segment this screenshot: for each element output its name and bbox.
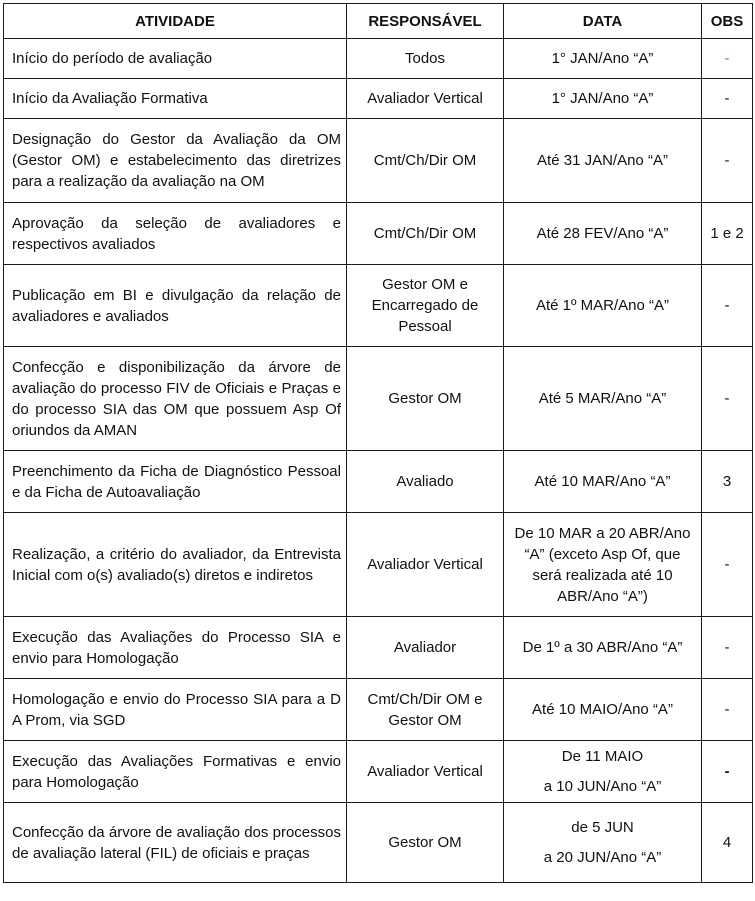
cell-data-line: a 20 JUN/Ano “A” xyxy=(543,849,662,866)
table-row xyxy=(4,451,753,513)
cell-data-line: 1° JAN/Ano “A” xyxy=(551,50,654,67)
cell-data xyxy=(504,203,702,265)
cell-obs: - xyxy=(702,617,753,679)
header-row xyxy=(4,4,753,39)
cell-responsavel: Avaliador Vertical xyxy=(347,79,504,119)
cell-responsavel: Cmt/Ch/Dir OM e Gestor OM xyxy=(347,679,504,741)
cell-data xyxy=(504,119,702,203)
table-row xyxy=(4,347,753,451)
cell-responsavel: Cmt/Ch/Dir OM xyxy=(347,119,504,203)
cell-atividade: Designação do Gestor da Avaliação da OM (Gestor OM) e estabelecimento das diretrizes para a realização da avaliação na OM xyxy=(4,119,347,203)
cell-atividade: Preenchimento da Ficha de Diagnóstico Pessoal e da Ficha de Autoavaliação xyxy=(4,451,347,513)
cell-obs: - xyxy=(702,265,753,347)
table-row xyxy=(4,203,753,265)
cell-responsavel: Todos xyxy=(347,39,504,79)
cell-data xyxy=(504,347,702,451)
cell-data-line: a 10 JUN/Ano “A” xyxy=(543,778,662,795)
cell-responsavel: Cmt/Ch/Dir OM xyxy=(347,203,504,265)
cell-atividade: Confecção e disponibilização da árvore de avaliação do processo FIV de Oficiais e Praças e do processo SIA das OM que possuem Asp Of oriundos da AMAN xyxy=(4,347,347,451)
cell-data-line: Até 10 MAIO/Ano “A” xyxy=(532,701,673,718)
header-responsavel: RESPONSÁVEL xyxy=(347,4,504,39)
header-atividade: ATIVIDADE xyxy=(4,4,347,39)
cell-responsavel: Gestor OM xyxy=(347,347,504,451)
cell-atividade: Confecção da árvore de avaliação dos processos de avaliação lateral (FIL) de oficiais e praças xyxy=(4,803,347,883)
cell-responsavel: Avaliado xyxy=(347,451,504,513)
schedule-table xyxy=(3,3,753,883)
header-obs: OBS xyxy=(702,4,753,39)
cell-atividade: Publicação em BI e divulgação da relação de avaliadores e avaliados xyxy=(4,265,347,347)
cell-data xyxy=(504,803,702,883)
cell-data-line: Até 28 FEV/Ano “A” xyxy=(536,225,669,242)
cell-atividade: Início da Avaliação Formativa xyxy=(4,79,347,119)
cell-data-line: 1° JAN/Ano “A” xyxy=(551,90,654,107)
cell-atividade: Homologação e envio do Processo SIA para a D A Prom, via SGD xyxy=(4,679,347,741)
cell-data-line: De 11 MAIO xyxy=(561,748,644,765)
cell-atividade: Realização, a critério do avaliador, da Entrevista Inicial com o(s) avaliado(s) diretos e indiretos xyxy=(4,513,347,617)
cell-obs: - xyxy=(702,79,753,119)
header-data: DATA xyxy=(504,4,702,39)
cell-data xyxy=(504,679,702,741)
table-body xyxy=(4,39,753,883)
cell-obs: - xyxy=(702,39,753,79)
cell-obs: 1 e 2 xyxy=(702,203,753,265)
cell-data-line: de 5 JUN xyxy=(571,819,634,836)
cell-data-line: Até 1º MAR/Ano “A” xyxy=(535,297,670,314)
cell-responsavel: Avaliador Vertical xyxy=(347,741,504,803)
cell-data xyxy=(504,39,702,79)
cell-data xyxy=(504,513,702,617)
table-row xyxy=(4,741,753,803)
cell-responsavel: Avaliador Vertical xyxy=(347,513,504,617)
cell-atividade: Execução das Avaliações do Processo SIA e envio para Homologação xyxy=(4,617,347,679)
table-row xyxy=(4,679,753,741)
cell-obs: 4 xyxy=(702,803,753,883)
cell-obs: - xyxy=(702,513,753,617)
cell-data-line: De 1º a 30 ABR/Ano “A” xyxy=(522,639,683,656)
table-row xyxy=(4,617,753,679)
cell-data-line: De 10 MAR a 20 ABR/Ano “A” (exceto Asp Of, que será realizada até 10 ABR/Ano “A”) xyxy=(514,524,691,605)
cell-responsavel: Avaliador xyxy=(347,617,504,679)
cell-obs: - xyxy=(702,679,753,741)
cell-data xyxy=(504,617,702,679)
cell-data-line: Até 10 MAR/Ano “A” xyxy=(534,473,671,490)
table-row xyxy=(4,803,753,883)
cell-responsavel: Gestor OM e Encarregado de Pessoal xyxy=(347,265,504,347)
cell-data xyxy=(504,741,702,803)
table-row xyxy=(4,119,753,203)
cell-atividade: Início do período de avaliação xyxy=(4,39,347,79)
cell-atividade: Aprovação da seleção de avaliadores e respectivos avaliados xyxy=(4,203,347,265)
cell-data-line: Até 31 JAN/Ano “A” xyxy=(537,152,668,169)
cell-responsavel: Gestor OM xyxy=(347,803,504,883)
schedule-table-container xyxy=(3,3,752,883)
cell-obs: 3 xyxy=(702,451,753,513)
cell-obs: - xyxy=(702,347,753,451)
cell-obs: - xyxy=(702,119,753,203)
table-row xyxy=(4,79,753,119)
table-row xyxy=(4,513,753,617)
cell-obs: - xyxy=(702,741,753,803)
table-row xyxy=(4,39,753,79)
cell-data xyxy=(504,265,702,347)
cell-data xyxy=(504,451,702,513)
cell-data-line: Até 5 MAR/Ano “A” xyxy=(538,390,667,407)
table-row xyxy=(4,265,753,347)
cell-data xyxy=(504,79,702,119)
cell-atividade: Execução das Avaliações Formativas e envio para Homologação xyxy=(4,741,347,803)
